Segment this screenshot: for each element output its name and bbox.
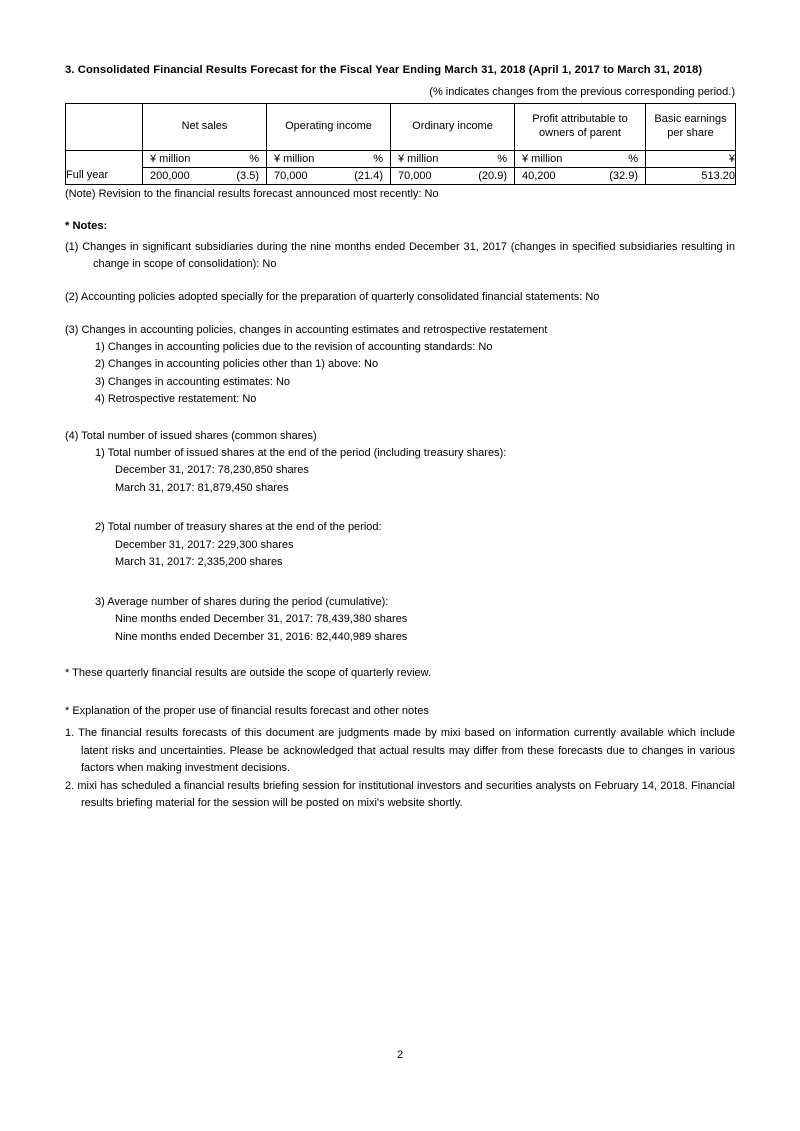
average-shares-2017: Nine months ended December 31, 2017: 78,439,380 shares: [115, 613, 408, 625]
explanation-heading: * Explanation of the proper use of financial results forecast and other notes: [65, 705, 429, 717]
note-item-3-sub-1: 1) Changes in accounting policies due to the revision of accounting standards: No: [95, 340, 493, 353]
data-cell-eps: 513.20: [646, 167, 736, 184]
unit-cell-eps: ¥: [646, 150, 736, 167]
unit-ordinary-income: ¥ million: [398, 152, 439, 165]
unit-profit-pct: %: [628, 152, 638, 165]
unit-operating-income-pct: %: [373, 152, 383, 165]
data-cell-profit: [515, 167, 646, 184]
forecast-table: [65, 103, 736, 185]
note-item-3-sub-3: 3) Changes in accounting estimates: No: [95, 375, 291, 388]
note-item-1: [65, 239, 735, 273]
note-item-3-heading: (3) Changes in accounting policies, changes in accounting estimates and retrospective restatement: [65, 323, 548, 336]
value-operating-income-pct: (21.4): [354, 169, 383, 182]
table-caption: (% indicates changes from the previous corresponding period.): [429, 85, 735, 98]
quarterly-review-note: * These quarterly financial results are outside the scope of quarterly review.: [65, 667, 432, 679]
note-item-3-sub-4: 4) Retrospective restatement: No: [95, 393, 257, 405]
header-blank-corner: [66, 103, 143, 150]
unit-cell-operating-income: [267, 150, 391, 167]
value-operating-income: 70,000: [274, 169, 308, 182]
page-number: 2: [396, 1049, 404, 1061]
note-item-4-sub-1-label: 1) Total number of issued shares at the end of the period (including treasury shares):: [95, 446, 507, 459]
note-item-4-heading: (4) Total number of issued shares (common shares): [65, 429, 317, 442]
note-item-3-sub-2: 2) Changes in accounting policies other than 1) above: No: [95, 358, 379, 370]
disclaimer-point-1: 1. The financial results forecasts of this document are judgments made by mixi based on information currently available which include latent risks and uncertainties. Please be acknowledged that actual results may differ from these forecasts due to changes in various factors when making investment decisions.: [65, 727, 735, 774]
spacer: [65, 646, 735, 665]
average-shares-2016: Nine months ended December 31, 2016: 82,440,989 shares: [115, 630, 408, 643]
unit-ordinary-income-pct: %: [497, 152, 507, 165]
unit-cell-net-sales: [143, 150, 267, 167]
header-operating-income: Operating income: [267, 103, 391, 150]
header-ordinary-income: Ordinary income: [391, 103, 515, 150]
data-row-label: Full year: [66, 167, 143, 184]
unit-net-sales: ¥ million: [150, 152, 191, 165]
treasury-shares-mar-2017: March 31, 2017: 2,335,200 shares: [115, 556, 283, 568]
issued-shares-mar-2017: March 31, 2017: 81,879,450 shares: [115, 481, 289, 494]
note-item-4-sub-3-label: 3) Average number of shares during the period (cumulative):: [95, 595, 389, 608]
spacer: [65, 497, 735, 519]
spacer: [65, 409, 735, 428]
spacer: [65, 681, 735, 703]
spacer: [65, 306, 735, 322]
data-cell-ordinary-income: [391, 167, 515, 184]
section-heading: 3. Consolidated Financial Results Forecast for the Fiscal Year Ending March 31, 2018 (April 1, 2017 to March 31, 2018): [65, 64, 703, 76]
table-unit-row: [66, 150, 736, 167]
value-profit: 40,200: [522, 169, 556, 182]
issued-shares-dec-2017: December 31, 2017: 78,230,850 shares: [115, 464, 309, 476]
value-net-sales: 200,000: [150, 169, 190, 182]
unit-operating-income: ¥ million: [274, 152, 315, 165]
data-cell-operating-income: [267, 167, 391, 184]
page-content: [65, 63, 735, 813]
spacer: [65, 572, 735, 594]
unit-net-sales-pct: %: [249, 152, 259, 165]
unit-cell-profit: [515, 150, 646, 167]
unit-cell-ordinary-income: [391, 150, 515, 167]
value-ordinary-income-pct: (20.9): [478, 169, 507, 182]
header-net-sales: Net sales: [143, 103, 267, 150]
header-profit-attributable: Profit attributable to owners of parent: [515, 103, 646, 150]
table-data-row: [66, 167, 736, 184]
table-revision-note: (Note) Revision to the financial results forecast announced most recently: No: [65, 187, 439, 200]
treasury-shares-dec-2017: December 31, 2017: 229,300 shares: [115, 538, 294, 551]
spacer: [65, 273, 735, 289]
note-item-2: (2) Accounting policies adopted specially for the preparation of quarterly consolidated financial statements: No: [65, 290, 600, 303]
note-item-4-sub-2-label: 2) Total number of treasury shares at the end of the period:: [95, 521, 382, 533]
unit-row-label: [66, 150, 143, 167]
table-header-row: [66, 103, 736, 150]
unit-profit: ¥ million: [522, 152, 563, 165]
note-item-1-text: (1) Changes in significant subsidiaries during the nine months ended December 31, 2017 (changes in specified subsidiaries resulting in change in scope of consolidation): No: [65, 240, 735, 270]
value-profit-pct: (32.9): [609, 169, 638, 182]
value-ordinary-income: 70,000: [398, 169, 432, 182]
disclaimer-point-2: 2. mixi has scheduled a financial results briefing session for institutional investors and securities analysts on February 14, 2018. Financial results briefing material for the session will be posted on mixi's website shortly.: [65, 779, 735, 809]
data-cell-net-sales: [143, 167, 267, 184]
header-basic-eps: Basic earnings per share: [646, 103, 736, 150]
value-net-sales-pct: (3.5): [236, 169, 259, 182]
notes-heading: * Notes:: [65, 220, 108, 232]
